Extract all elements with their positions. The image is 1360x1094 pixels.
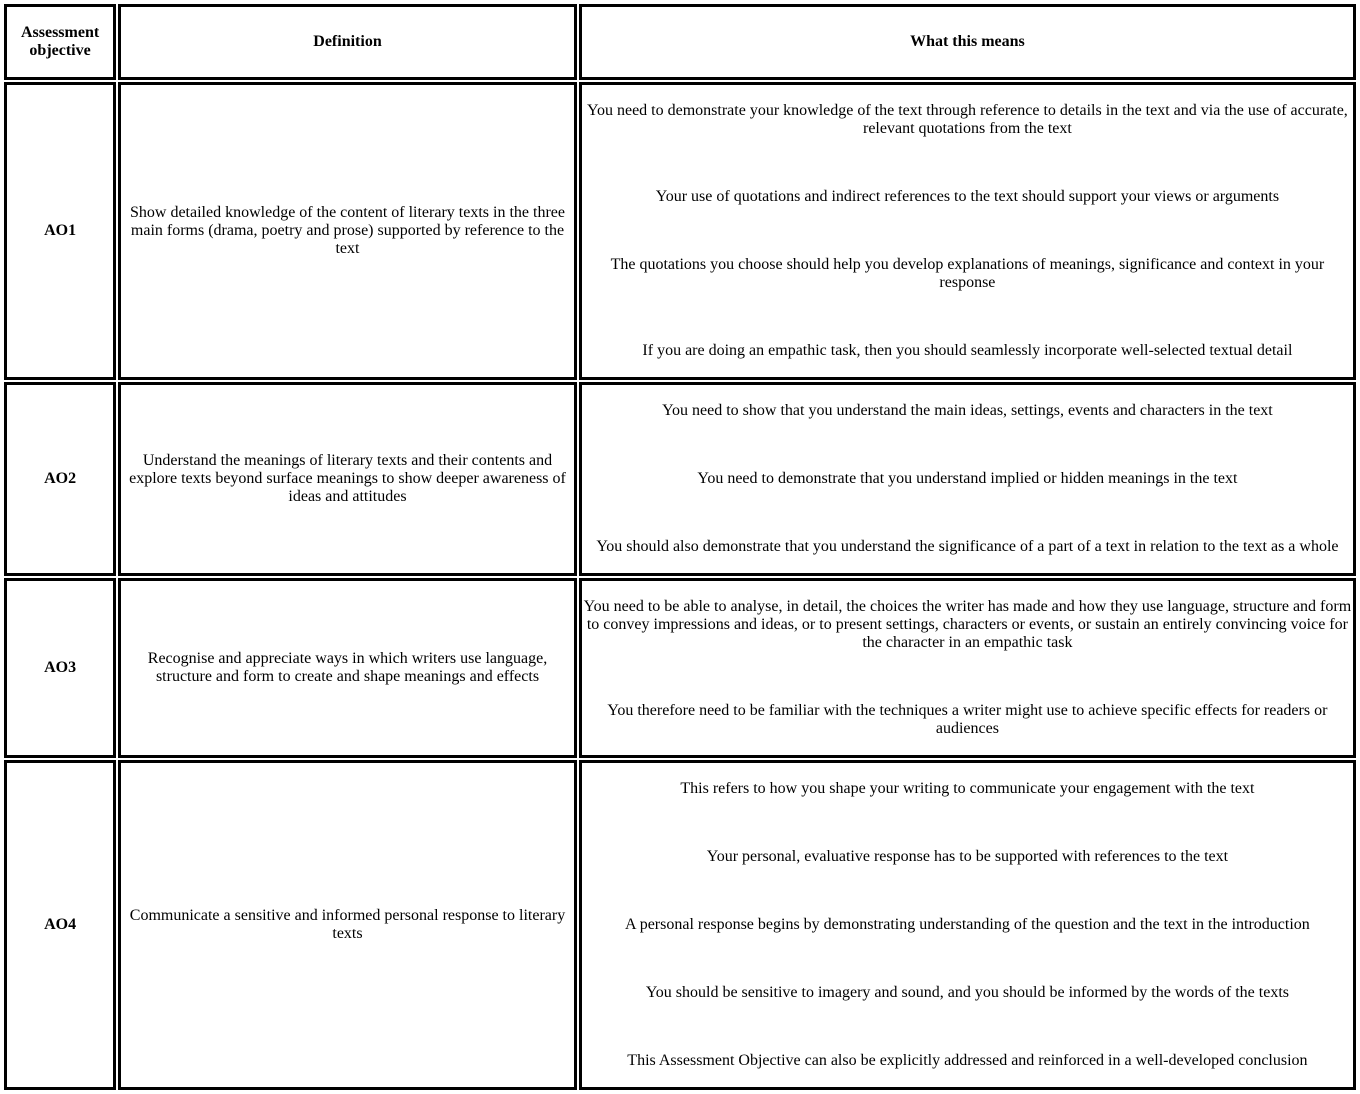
means-item: You therefore need to be familiar with the techniques a writer might use to achieve specific effects for readers or audiences xyxy=(607,702,1328,737)
means-item: This Assessment Objective can also be explicitly addressed and reinforced in a well-developed conclusion xyxy=(627,1052,1308,1069)
ao-code-cell: AO2 xyxy=(4,382,116,576)
definition-cell: Communicate a sensitive and informed personal response to literary texts xyxy=(118,760,577,1090)
what-this-means-cell xyxy=(579,578,1356,758)
assessment-objectives-table xyxy=(2,2,1358,1092)
table-row-ao3 xyxy=(4,578,1356,758)
table-row-ao1 xyxy=(4,82,1356,380)
means-item: If you are doing an empathic task, then you should seamlessly incorporate well-selected textual detail xyxy=(642,342,1293,359)
ao-code-cell: AO3 xyxy=(4,578,116,758)
table-row-ao4 xyxy=(4,760,1356,1090)
means-item: Your use of quotations and indirect references to the text should support your views or arguments xyxy=(655,188,1280,205)
means-item: You need to demonstrate that you understand implied or hidden meanings in the text xyxy=(697,470,1238,487)
table-row-ao2 xyxy=(4,382,1356,576)
what-this-means-cell xyxy=(579,382,1356,576)
means-item: You need to demonstrate your knowledge of the text through reference to details in the text and via the use of accurate, relevant quotations from the text xyxy=(587,102,1348,137)
means-item: The quotations you choose should help you develop explanations of meanings, significance and context in your response xyxy=(610,256,1325,291)
definition-cell: Show detailed knowledge of the content of literary texts in the three main forms (drama, poetry and prose) supported by reference to the text xyxy=(118,82,577,380)
definition-cell: Understand the meanings of literary texts and their contents and explore texts beyond surface meanings to show deeper awareness of ideas and attitudes xyxy=(118,382,577,576)
ao-code-cell: AO4 xyxy=(4,760,116,1090)
means-item: You should be sensitive to imagery and sound, and you should be informed by the words of the texts xyxy=(645,984,1289,1001)
header-definition: Definition xyxy=(118,4,577,80)
means-item: A personal response begins by demonstrating understanding of the question and the text in the introduction xyxy=(625,916,1310,933)
header-what-this-means: What this means xyxy=(579,4,1356,80)
means-item: You need to be able to analyse, in detail, the choices the writer has made and how they use language, structure and form to convey impressions and ideas, or to present settings, characters or events, or sustain an entirely convincing voice for the character in an empathic task xyxy=(583,598,1352,651)
means-item: Your personal, evaluative response has to be supported with references to the text xyxy=(706,848,1229,865)
header-assessment-objective: Assessment objective xyxy=(4,4,116,80)
what-this-means-cell xyxy=(579,760,1356,1090)
means-item: You should also demonstrate that you understand the significance of a part of a text in relation to the text as a whole xyxy=(596,538,1339,555)
means-item: This refers to how you shape your writing to communicate your engagement with the text xyxy=(680,780,1255,797)
definition-cell: Recognise and appreciate ways in which writers use language, structure and form to create and shape meanings and effects xyxy=(118,578,577,758)
what-this-means-cell xyxy=(579,82,1356,380)
means-item: You need to show that you understand the main ideas, settings, events and characters in the text xyxy=(662,402,1273,419)
table-header-row xyxy=(4,4,1356,80)
ao-code-cell: AO1 xyxy=(4,82,116,380)
